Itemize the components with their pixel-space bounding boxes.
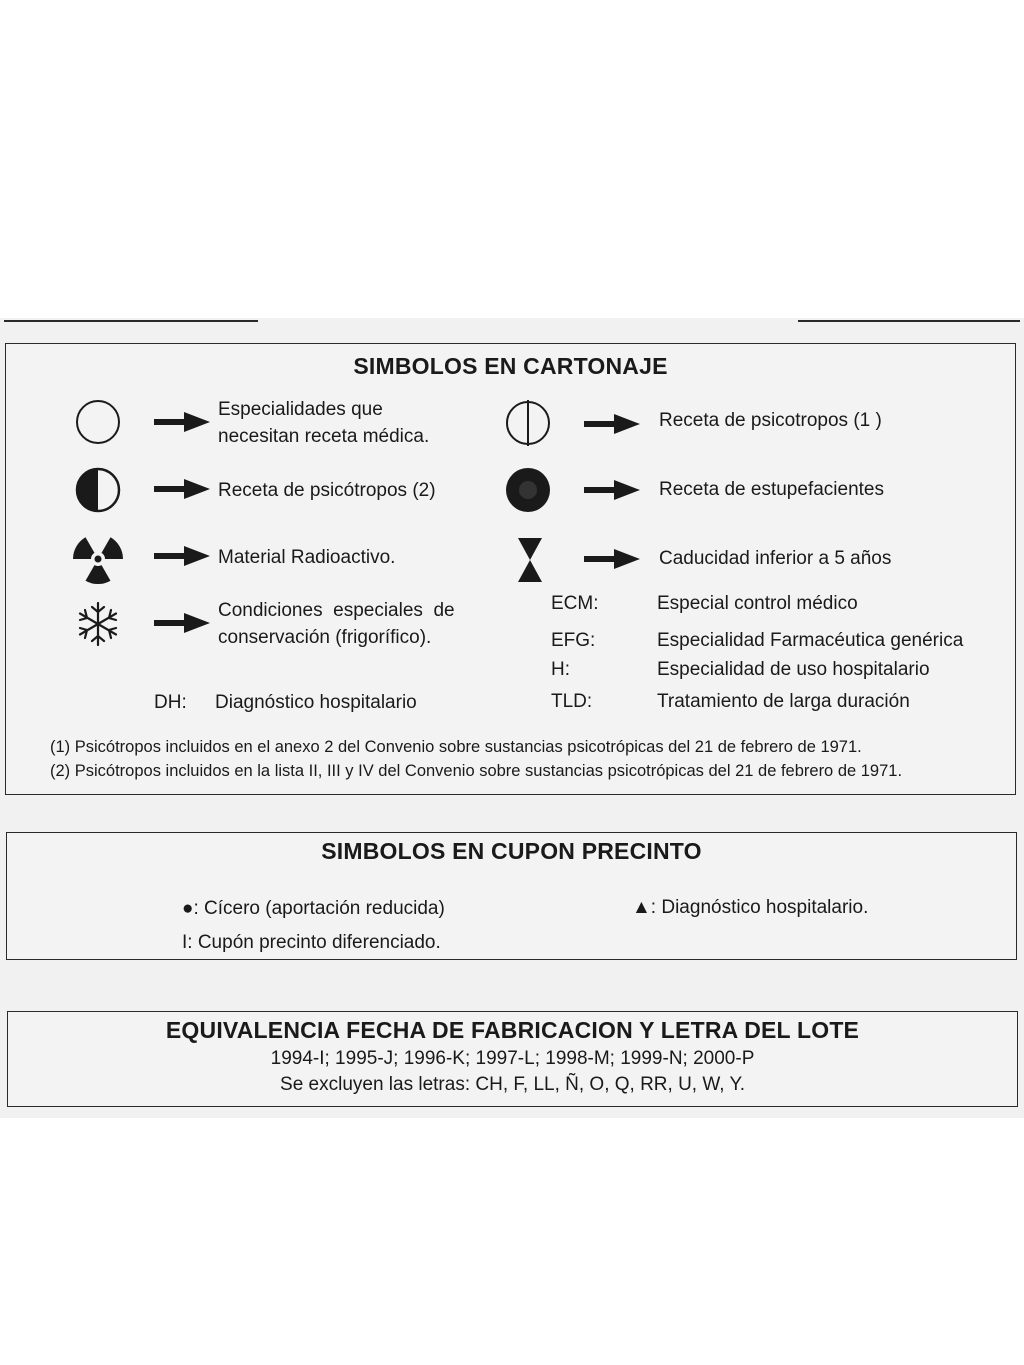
- equivalencia-box: [7, 1011, 1018, 1107]
- abbr-desc-ecm: Especial control médico: [657, 593, 858, 614]
- cupon-title: SIMBOLOS EN CUPON PRECINTO: [321, 838, 702, 864]
- cartonaje-item-6-text: Receta de estupefacientes: [659, 479, 884, 500]
- arrow-right-icon: [154, 613, 210, 633]
- cartonaje-item-2-text: Receta de psicótropos (2): [218, 480, 436, 501]
- equivalencia-title: EQUIVALENCIA FECHA DE FABRICACION Y LETRA DEL LOTE: [165, 1017, 860, 1043]
- cartonaje-item-4-line1: Condiciones especiales de: [218, 600, 455, 621]
- arrow-right-icon: [154, 412, 210, 432]
- cupon-item-diagnostico: ▲: Diagnóstico hospitalario.: [632, 897, 869, 918]
- top-rule-left: [4, 320, 258, 322]
- cupon-box: [6, 832, 1017, 960]
- footnote-2: (2) Psicótropos incluidos en la lista II, III y IV del Convenio sobre sustancias psicotrópicas del 21 de febrero de 1971.: [50, 762, 903, 780]
- cartonaje-item-1-line2: necesitan receta médica.: [218, 426, 430, 447]
- empty-circle-icon: [74, 398, 122, 446]
- snowflake-icon: [76, 601, 120, 647]
- abbr-code-tld: TLD:: [551, 691, 593, 712]
- cartonaje-item-1-line1: Especialidades que: [218, 399, 383, 420]
- arrow-right-icon: [154, 479, 210, 499]
- cupon-item-cicero: ●: Cícero (aportación reducida): [182, 898, 445, 919]
- abbr-desc-h: Especialidad de uso hospitalario: [657, 659, 930, 680]
- arrow-right-icon: [154, 546, 210, 566]
- cartonaje-item-3-text: Material Radioactivo.: [218, 547, 396, 568]
- equivalencia-years: 1994-I; 1995-J; 1996-K; 1997-L; 1998-M; 1999-N; 2000-P: [270, 1048, 755, 1069]
- arrow-right-icon: [584, 480, 640, 500]
- cartonaje-box: [5, 343, 1016, 795]
- cartonaje-item-4-line2: conservación (frigorífico).: [218, 627, 432, 648]
- cartonaje-title: SIMBOLOS EN CARTONAJE: [353, 353, 668, 379]
- abbr-desc-dh: Diagnóstico hospitalario: [215, 692, 417, 713]
- arrow-right-icon: [584, 414, 640, 434]
- abbr-code-ecm: ECM:: [551, 593, 599, 614]
- half-filled-circle-icon: [74, 466, 122, 514]
- cartonaje-item-7-text: Caducidad inferior a 5 años: [659, 548, 892, 569]
- filled-circle-icon: [504, 466, 552, 514]
- radioactive-icon: [75, 537, 121, 583]
- equivalencia-excluded: Se excluyen las letras: CH, F, LL, Ñ, O, Q, RR, U, W, Y.: [280, 1074, 745, 1095]
- circle-vertical-line-icon: [504, 398, 552, 448]
- abbr-code-dh: DH:: [154, 692, 187, 713]
- abbr-code-efg: EFG:: [551, 630, 596, 651]
- hourglass-icon: [516, 536, 544, 584]
- footnote-1: (1) Psicótropos incluidos en el anexo 2 del Convenio sobre sustancias psicotrópicas del 21 de febrero de 1971.: [50, 738, 862, 756]
- abbr-desc-efg: Especialidad Farmacéutica genérica: [657, 630, 964, 651]
- cupon-item-diferenciado: I: Cupón precinto diferenciado.: [182, 932, 441, 953]
- arrow-right-icon: [584, 549, 640, 569]
- top-rule-right: [798, 320, 1020, 322]
- abbr-desc-tld: Tratamiento de larga duración: [657, 691, 910, 712]
- abbr-code-h: H:: [551, 659, 570, 680]
- cartonaje-item-5-text: Receta de psicotropos (1 ): [659, 410, 882, 431]
